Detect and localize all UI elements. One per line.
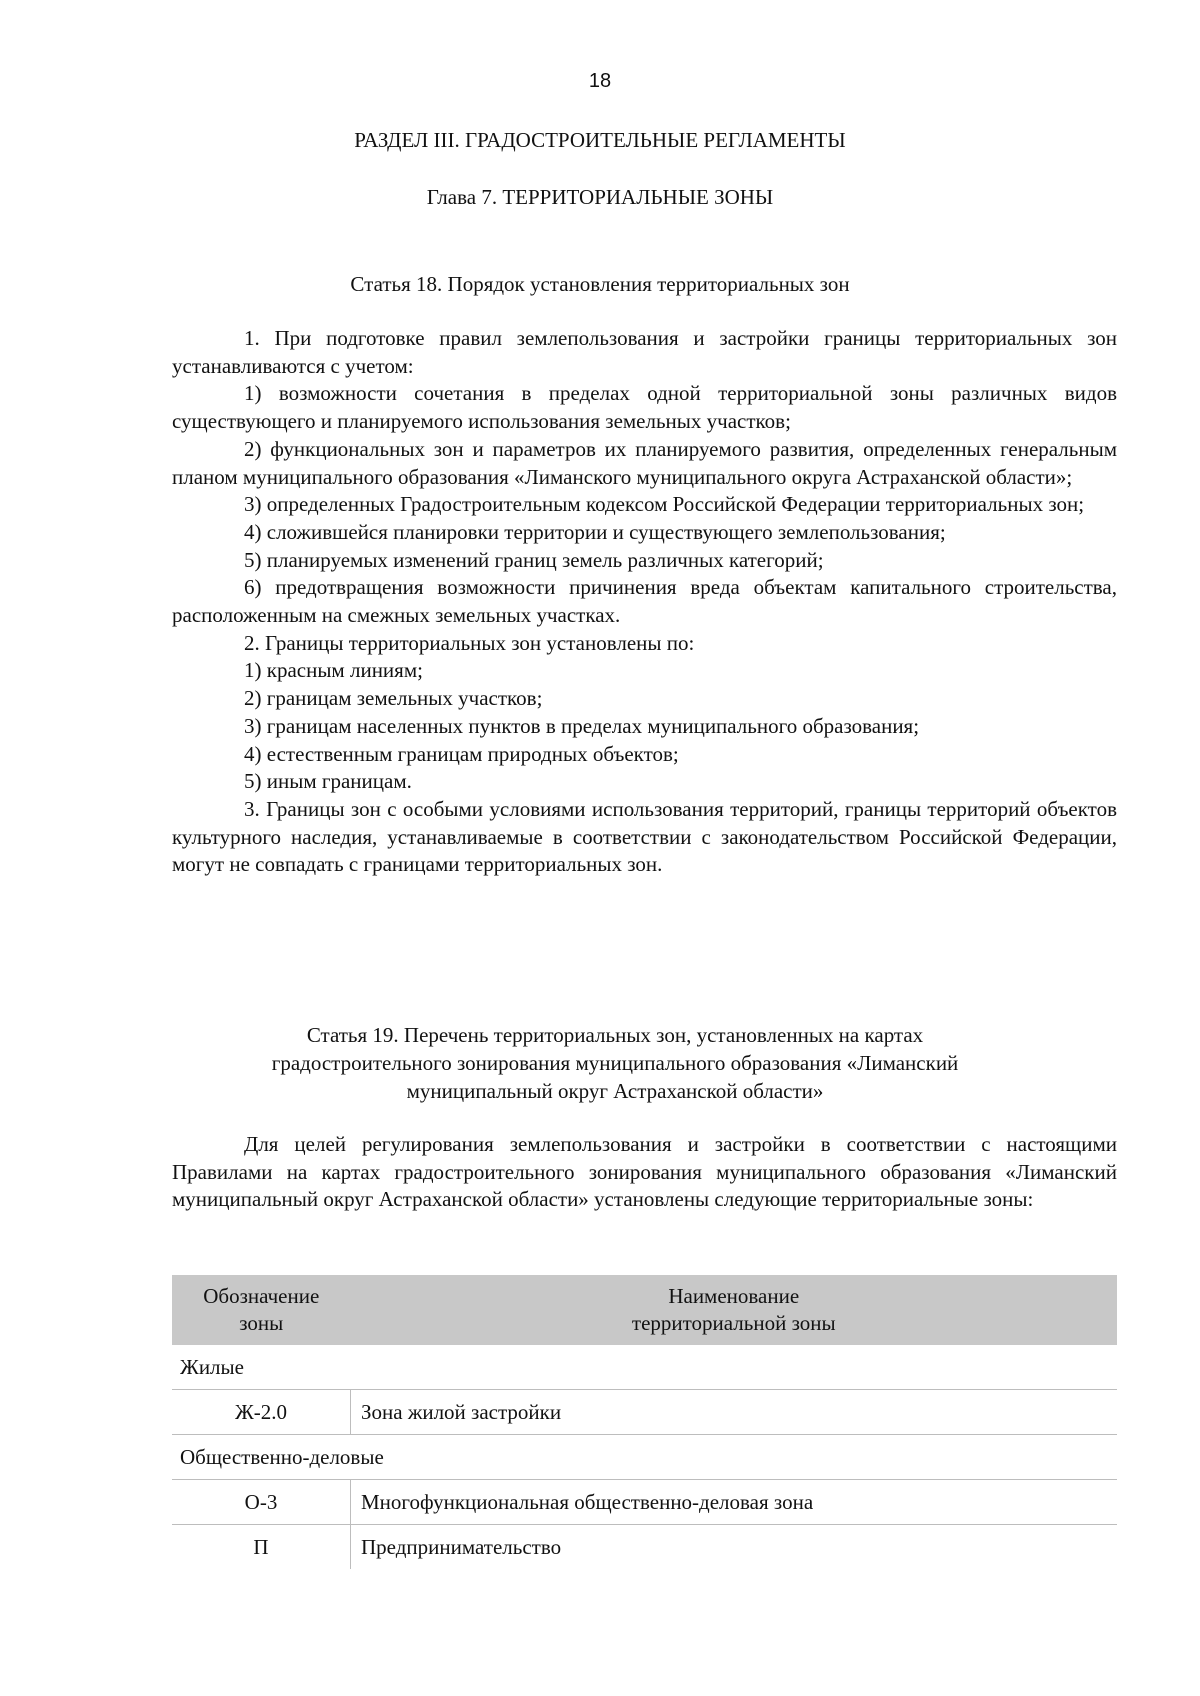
paragraph: 2) границам земельных участков;: [244, 686, 543, 711]
paragraph: Для целей регулирования землепользования и застройки в соответствии с настоящими Правилами на картах градостроительного зонирования муниципального образования «Лиманский муниципальный округ Астраханской области» установлены следующие территориальные зоны:: [172, 1132, 1117, 1212]
paragraph: 2. Границы территориальных зон установлены по:: [244, 630, 695, 655]
paragraph: 1) красным линиям;: [244, 658, 423, 683]
zone-name: Многофункциональная общественно-деловая зона: [351, 1480, 1118, 1525]
paragraph: 5) планируемых изменений границ земель различных категорий;: [244, 547, 824, 572]
paragraph: 3) определенных Градостроительным кодексом Российской Федерации территориальных зон;: [244, 492, 1085, 517]
paragraph: 1) возможности сочетания в пределах одной территориальной зоны различных видов существующего и планируемого использования земельных участков;: [172, 381, 1117, 434]
paragraph: 2) функциональных зон и параметров их планируемого развития, определенных генеральным планом муниципального образования «Лиманского муниципального округа Астраханской области»;: [172, 436, 1117, 489]
paragraph: 1. При подготовке правил землепользования и застройки границы территориальных зон устанавливаются с учетом:: [172, 326, 1117, 378]
article-19-title: Статья 19. Перечень территориальных зон, установленных на картах градостроительного зонирования муниципального образования «Лиманский муниципальный округ Астраханской области»: [271, 1023, 959, 1103]
header-zone-name: Наименование территориальной зоны: [351, 1275, 1118, 1345]
zones-table: [172, 1275, 1117, 1569]
zone-code: П: [172, 1525, 351, 1570]
paragraph: 3) границам населенных пунктов в пределах муниципального образования;: [244, 713, 920, 738]
table-row: [172, 1480, 1117, 1525]
group-label: Жилые: [172, 1345, 1117, 1390]
article-18-body: [172, 325, 1117, 879]
article-18-title: Статья 18. Порядок установления территориальных зон: [350, 272, 850, 296]
paragraph: 4) естественным границам природных объектов;: [244, 741, 679, 766]
group-label: Общественно-деловые: [172, 1435, 1117, 1480]
chapter-title: Глава 7. ТЕРРИТОРИАЛЬНЫЕ ЗОНЫ: [426, 185, 774, 209]
zone-code: Ж-2.0: [172, 1390, 351, 1435]
table-group-row: [172, 1345, 1117, 1390]
paragraph: 3. Границы зон с особыми условиями использования территорий, границы территорий объектов культурного наследия, устанавливаемые в соответствии с законодательством Российской Федерации, могут не совпадать с границами территориальных зон.: [172, 796, 1117, 877]
paragraph: 5) иным границам.: [244, 769, 412, 794]
table-group-row: [172, 1435, 1117, 1480]
zone-code: О-3: [172, 1480, 351, 1525]
zone-name: Зона жилой застройки: [351, 1390, 1118, 1435]
section-title: РАЗДЕЛ III. ГРАДОСТРОИТЕЛЬНЫЕ РЕГЛАМЕНТЫ: [354, 128, 846, 152]
paragraph: 4) сложившейся планировки территории и существующего землепользования;: [244, 519, 946, 544]
paragraph: 6) предотвращения возможности причинения вреда объектам капитального строительства, расположенным на смежных земельных участках.: [172, 575, 1117, 628]
table-row: [172, 1525, 1117, 1570]
zone-name: Предпринимательство: [361, 1534, 562, 1559]
header-zone-code: Обозначение зоны: [172, 1275, 351, 1345]
page-number: 18: [588, 70, 612, 92]
table-row: [172, 1390, 1117, 1435]
table-header: [172, 1275, 1117, 1345]
article-19-body: [172, 1131, 1117, 1214]
